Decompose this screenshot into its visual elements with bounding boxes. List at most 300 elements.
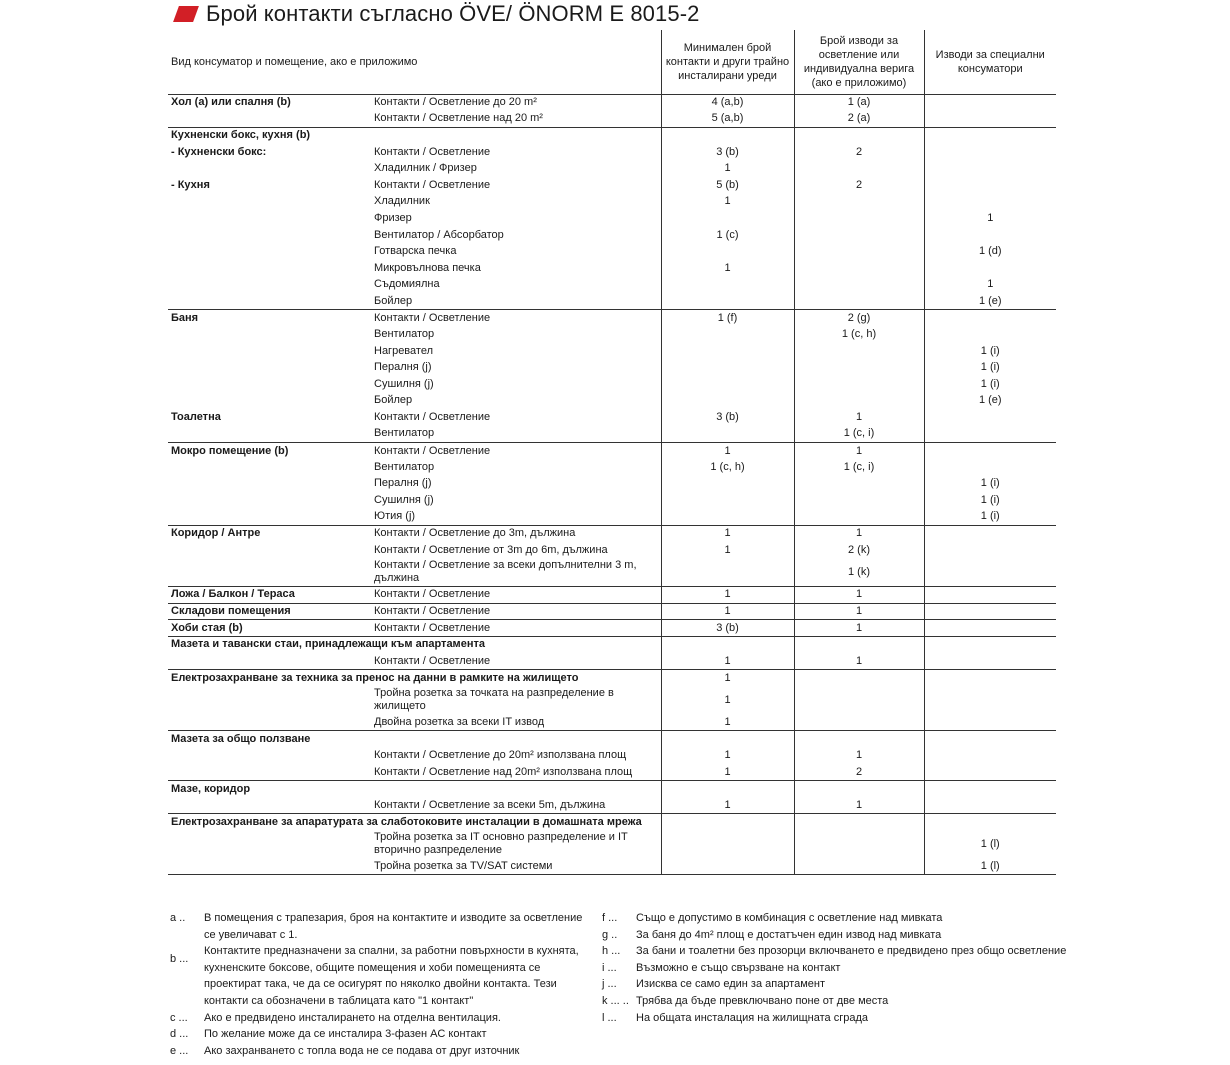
- room-cell: [168, 686, 371, 714]
- special-cell: [924, 714, 1056, 731]
- footnote: [602, 910, 1082, 927]
- room-cell: [168, 559, 371, 587]
- min-cell: [661, 830, 794, 858]
- min-cell: 1: [661, 260, 794, 277]
- table-row: [168, 492, 1056, 509]
- table-row: [168, 653, 1056, 670]
- red-parallelogram-icon: [173, 6, 199, 22]
- room-cell: Електрозахранване за апаратурата за слаботоковите инсталации в домашната мрежа: [171, 815, 642, 828]
- light-cell: 1: [794, 525, 924, 542]
- footnote-key: l ...: [602, 1011, 617, 1024]
- header-special-consumers: Изводи за специални консуматори: [924, 30, 1056, 94]
- light-cell: 2 (a): [794, 111, 924, 128]
- special-cell: 1 (d): [924, 243, 1056, 260]
- table-row: [168, 670, 1056, 687]
- light-cell: 2 (k): [794, 542, 924, 559]
- special-cell: [924, 260, 1056, 277]
- special-cell: [924, 459, 1056, 476]
- header-lighting-outlets: Брой изводи за осветление или индивидуална верига (ако е приложимо): [794, 30, 924, 94]
- room-cell: [168, 714, 371, 731]
- item-cell: Бойлер: [374, 394, 413, 407]
- special-cell: 1: [924, 277, 1056, 294]
- item-cell: Готварска печка: [374, 245, 457, 258]
- light-cell: [794, 814, 924, 831]
- room-cell: Електрозахранване за техника за пренос на данни в рамките на жилището: [171, 671, 579, 684]
- special-cell: [924, 127, 1056, 144]
- item-cell: Контакти / Осветление над 20m² използвана площ: [371, 764, 661, 781]
- footnote: [602, 927, 1082, 944]
- special-cell: 1 (l): [924, 858, 1056, 875]
- special-cell: 1 (i): [924, 509, 1056, 526]
- min-cell: 1: [661, 686, 794, 714]
- room-cell: [168, 797, 371, 814]
- light-cell: 1 (c, h): [794, 326, 924, 343]
- light-cell: 1: [794, 797, 924, 814]
- special-cell: 1 (e): [924, 393, 1056, 410]
- footnote-key: e ...: [170, 1044, 189, 1057]
- special-cell: [924, 94, 1056, 111]
- footnote-text: Контактите предназначени за спални, за работни повърхности в кухнята, кухненските боксове, общите помещения и хоби помещенията се проектират така, че да се осигурят по няколко двойни контакта. Тези контакти са обозначени в таблицата като "1 контакт": [204, 945, 579, 1007]
- special-cell: 1 (l): [924, 830, 1056, 858]
- special-cell: 1 (i): [924, 360, 1056, 377]
- min-cell: [661, 360, 794, 377]
- min-cell: 5 (a,b): [661, 111, 794, 128]
- light-cell: 1: [794, 653, 924, 670]
- footnote: [602, 943, 1082, 960]
- footnote: [170, 943, 590, 1009]
- light-cell: 2: [794, 764, 924, 781]
- room-cell: [168, 227, 371, 244]
- light-cell: 1 (c, i): [794, 459, 924, 476]
- footnote-text: На общата инсталация на жилищната сграда: [636, 1011, 868, 1024]
- item-cell: Контакти / Осветление: [371, 653, 661, 670]
- table-row: [168, 858, 1056, 875]
- item-cell: Контакти / Осветление до 3m, дължина: [374, 527, 576, 540]
- table-row: [168, 177, 1056, 194]
- item-cell: Контакти / Осветление за всеки допълнителни 3 m, дължина: [371, 559, 661, 587]
- room-cell: [168, 764, 371, 781]
- footnote-key: g ..: [602, 928, 618, 941]
- item-cell: Микровълнова печка: [374, 261, 481, 274]
- room-cell: [168, 360, 371, 377]
- table-row: [168, 620, 1056, 637]
- footnote-text: Изисква се само един за апартамент: [636, 978, 826, 991]
- item-cell: Сушилня (j): [374, 494, 434, 507]
- min-cell: [661, 376, 794, 393]
- light-cell: [794, 260, 924, 277]
- item-cell: [371, 127, 661, 144]
- light-cell: [794, 714, 924, 731]
- min-cell: [661, 814, 794, 831]
- room-cell: [168, 376, 371, 393]
- footnote-key: d ...: [170, 1028, 189, 1041]
- footnote-text: В помещения с трапезария, броя на контактите и изводите за осветление се увеличават с 1.: [204, 912, 583, 941]
- room-cell: Мокро помещение (b): [171, 444, 289, 457]
- light-cell: 1: [794, 587, 924, 604]
- room-cell: Хоби стая (b): [168, 620, 371, 637]
- special-cell: 1 (i): [924, 492, 1056, 509]
- light-cell: [794, 830, 924, 858]
- min-cell: [661, 326, 794, 343]
- special-cell: [924, 620, 1056, 637]
- light-cell: [794, 781, 924, 798]
- light-cell: [794, 670, 924, 687]
- min-cell: [661, 393, 794, 410]
- item-cell: Контакти / Осветление: [374, 311, 491, 324]
- min-cell: 1: [661, 603, 794, 620]
- light-cell: 1 (c, i): [794, 426, 924, 443]
- table-row: [168, 376, 1056, 393]
- min-cell: [661, 492, 794, 509]
- item-cell: Вентилатор: [374, 328, 435, 341]
- footnote-text: Трябва да бъде превключвано поне от две места: [636, 994, 889, 1007]
- light-cell: [794, 194, 924, 211]
- special-cell: [924, 111, 1056, 128]
- special-cell: [924, 797, 1056, 814]
- item-cell: Контакти / Осветление: [374, 145, 491, 158]
- room-cell: Ложа / Балкон / Тераса: [168, 587, 371, 604]
- item-cell: Вентилатор: [374, 460, 435, 473]
- room-cell: [168, 111, 371, 128]
- special-cell: [924, 542, 1056, 559]
- light-cell: [794, 731, 924, 748]
- footnote: [602, 1010, 1082, 1027]
- min-cell: 1: [661, 542, 794, 559]
- footnote-key: f ...: [602, 912, 618, 924]
- footnote-key: c ...: [170, 1011, 188, 1024]
- room-cell: Мазе, коридор: [171, 782, 251, 795]
- item-cell: Контакти / Осветление: [371, 603, 661, 620]
- footnote-key: h ...: [602, 945, 621, 958]
- item-cell: Пералня (j): [374, 477, 432, 490]
- min-cell: 1 (c, h): [661, 459, 794, 476]
- room-cell: [168, 160, 371, 177]
- footnote-key: b ...: [170, 953, 189, 966]
- table-row: [168, 160, 1056, 177]
- footnote-text: По желание може да се инсталира 3-фазен AC контакт: [204, 1028, 487, 1041]
- special-cell: [924, 177, 1056, 194]
- room-cell: [168, 747, 371, 764]
- min-cell: [661, 476, 794, 493]
- item-cell: Нагревател: [374, 344, 433, 357]
- min-cell: [661, 293, 794, 310]
- light-cell: [794, 509, 924, 526]
- table-row: [168, 747, 1056, 764]
- table-row: [168, 260, 1056, 277]
- special-cell: [924, 160, 1056, 177]
- special-cell: [924, 310, 1056, 327]
- footnote: [602, 976, 1082, 993]
- item-cell: Хладилник: [374, 195, 430, 208]
- room-cell: [168, 542, 371, 559]
- min-cell: 1 (c): [661, 227, 794, 244]
- special-cell: [924, 686, 1056, 714]
- min-cell: [661, 426, 794, 443]
- item-cell: Вентилатор: [371, 426, 661, 443]
- table-row: [168, 714, 1056, 731]
- light-cell: [794, 127, 924, 144]
- item-cell: Бойлер: [371, 293, 661, 310]
- table-row: [168, 227, 1056, 244]
- special-cell: [924, 670, 1056, 687]
- special-cell: [924, 781, 1056, 798]
- room-cell: - Кухня: [171, 178, 210, 191]
- light-cell: 1 (a): [794, 94, 924, 111]
- table-row: [168, 542, 1056, 559]
- light-cell: 2: [794, 177, 924, 194]
- special-cell: [924, 409, 1056, 426]
- min-cell: 1: [661, 747, 794, 764]
- light-cell: 1: [794, 747, 924, 764]
- room-cell: [168, 260, 371, 277]
- light-cell: [794, 227, 924, 244]
- item-cell: Тройна розетка за точката на разпределение в жилището: [374, 687, 614, 713]
- special-cell: [924, 326, 1056, 343]
- item-cell: Хладилник / Фризер: [374, 162, 477, 175]
- light-cell: [794, 686, 924, 714]
- light-cell: [794, 293, 924, 310]
- light-cell: 2: [794, 144, 924, 161]
- special-cell: [924, 194, 1056, 211]
- special-cell: [924, 636, 1056, 653]
- notes-left: [170, 910, 590, 1059]
- special-cell: [924, 227, 1056, 244]
- item-cell: Контакти / Осветление: [374, 444, 491, 457]
- footnote: [602, 960, 1082, 977]
- table-row: [168, 111, 1056, 128]
- table-header: [168, 30, 1056, 94]
- min-cell: [661, 243, 794, 260]
- special-cell: [924, 764, 1056, 781]
- room-cell: [168, 277, 371, 294]
- min-cell: [661, 781, 794, 798]
- special-cell: [924, 426, 1056, 443]
- table-row: [168, 210, 1056, 227]
- special-cell: [924, 144, 1056, 161]
- light-cell: [794, 476, 924, 493]
- min-cell: [661, 277, 794, 294]
- min-cell: 1: [661, 194, 794, 211]
- min-cell: [661, 559, 794, 587]
- min-cell: [661, 210, 794, 227]
- table-row: [168, 509, 1056, 526]
- table-row: [168, 94, 1056, 111]
- special-cell: 1: [924, 210, 1056, 227]
- item-cell: Фризер: [374, 211, 412, 224]
- special-cell: [924, 603, 1056, 620]
- special-cell: [924, 731, 1056, 748]
- table-row: [168, 360, 1056, 377]
- room-cell: [168, 393, 371, 410]
- table-row: [168, 194, 1056, 211]
- room-cell: Тоалетна: [171, 411, 221, 424]
- item-cell: Контакти / Осветление: [374, 178, 491, 191]
- light-cell: 1 (k): [794, 559, 924, 587]
- special-cell: [924, 747, 1056, 764]
- table-row: [168, 426, 1056, 443]
- room-cell: [168, 243, 371, 260]
- title-text: Брой контакти съгласно ÖVE/ ÖNORM E 8015-2: [206, 1, 700, 26]
- item-cell: Контакти / Осветление над 20 m²: [371, 111, 661, 128]
- item-cell: Контакти / Осветление до 20m² използвана площ: [374, 749, 627, 762]
- min-cell: [661, 343, 794, 360]
- light-cell: [794, 210, 924, 227]
- footnote-text: За бани и тоалетни без прозорци включването е предвидено през общо осветление: [636, 945, 1067, 958]
- room-cell: [168, 293, 371, 310]
- light-cell: [794, 636, 924, 653]
- min-cell: 1: [661, 797, 794, 814]
- special-cell: [924, 814, 1056, 831]
- light-cell: [794, 160, 924, 177]
- table-row: [168, 830, 1056, 858]
- min-cell: 3 (b): [661, 144, 794, 161]
- table-row: [168, 144, 1056, 161]
- item-cell: Контакти / Осветление от 3m до 6m, дължина: [374, 543, 608, 556]
- room-cell: [168, 194, 371, 211]
- light-cell: 1: [794, 409, 924, 426]
- footnote-text: Възможно е също свързване на контакт: [636, 961, 841, 974]
- light-cell: [794, 277, 924, 294]
- table-row: [168, 442, 1056, 459]
- table-row: [168, 731, 1056, 748]
- footnote-text: Ако захранването с топла вода не се подава от друг източник: [204, 1044, 520, 1057]
- page-title: [172, 0, 699, 28]
- special-cell: [924, 525, 1056, 542]
- table-row: [168, 326, 1056, 343]
- room-cell: Мазета за общо ползване: [171, 732, 311, 745]
- item-cell: Двойна розетка за всеки IT извод: [371, 714, 661, 731]
- footnote: [170, 1043, 590, 1060]
- table-row: [168, 127, 1056, 144]
- special-cell: 1 (i): [924, 376, 1056, 393]
- special-cell: 1 (i): [924, 343, 1056, 360]
- room-cell: [168, 459, 371, 476]
- light-cell: [794, 492, 924, 509]
- item-cell: Сушилня (j): [374, 377, 434, 390]
- light-cell: [794, 243, 924, 260]
- table-row: [168, 409, 1056, 426]
- room-cell: - Кухненски бокс:: [171, 145, 267, 158]
- footnote-text: За баня до 4m² площ е достатъчен един извод над мивката: [636, 928, 942, 941]
- min-cell: [661, 636, 794, 653]
- footnote: [170, 1010, 590, 1027]
- footnote-key: i ...: [602, 961, 617, 974]
- special-cell: [924, 442, 1056, 459]
- min-cell: 4 (a,b): [661, 94, 794, 111]
- min-cell: [661, 509, 794, 526]
- light-cell: 1: [794, 603, 924, 620]
- min-cell: 1 (f): [661, 310, 794, 327]
- header-consumer-type: Вид консуматор и помещение, ако е приложимо: [168, 30, 661, 94]
- footnote-key: k ... ..: [602, 994, 629, 1007]
- table-row: [168, 525, 1056, 542]
- room-cell: Кухненски бокс, кухня (b): [171, 129, 311, 142]
- min-cell: [661, 127, 794, 144]
- table-row: [168, 686, 1056, 714]
- table-row: [168, 343, 1056, 360]
- notes-right: [602, 910, 1082, 1026]
- special-cell: [924, 559, 1056, 587]
- footnote-text: Ако е предвидено инсталирането на отделна вентилация.: [204, 1011, 501, 1024]
- room-cell: Хол (а) или спалня (b): [171, 96, 291, 109]
- table-row: [168, 459, 1056, 476]
- room-cell: [168, 326, 371, 343]
- min-cell: 3 (b): [661, 409, 794, 426]
- footnote: [602, 993, 1082, 1010]
- min-cell: [661, 731, 794, 748]
- room-cell: [168, 343, 371, 360]
- item-cell: Пералня (j): [374, 361, 432, 374]
- room-cell: Баня: [171, 311, 199, 324]
- room-cell: Коридор / Антре: [171, 527, 261, 540]
- item-cell: Контакти / Осветление: [374, 411, 491, 424]
- table-row: [168, 243, 1056, 260]
- room-cell: [168, 476, 371, 493]
- min-cell: 5 (b): [661, 177, 794, 194]
- light-cell: 1: [794, 442, 924, 459]
- room-cell: Складови помещения: [168, 603, 371, 620]
- table-row: [168, 636, 1056, 653]
- item-cell: Тройна розетка за IT основно разпределение и IT вторично разпределение: [374, 831, 628, 857]
- table-row: [168, 603, 1056, 620]
- light-cell: [794, 393, 924, 410]
- item-cell: Вентилатор / Абсорбатор: [374, 228, 504, 241]
- table-row: [168, 781, 1056, 798]
- item-cell: Контакти / Осветление: [371, 620, 661, 637]
- light-cell: 1: [794, 620, 924, 637]
- table-row: [168, 587, 1056, 604]
- room-cell: [168, 509, 371, 526]
- special-cell: 1 (i): [924, 476, 1056, 493]
- min-cell: [661, 858, 794, 875]
- table-row: [168, 310, 1056, 327]
- room-cell: [168, 492, 371, 509]
- min-cell: 1: [661, 160, 794, 177]
- header-min-sockets: Минимален брой контакти и други трайно инсталирани уреди: [661, 30, 794, 94]
- table-row: [168, 476, 1056, 493]
- light-cell: [794, 343, 924, 360]
- item-cell: Тройна розетка за TV/SAT системи: [371, 858, 661, 875]
- item-cell: Контакти / Осветление: [371, 587, 661, 604]
- table-row: [168, 293, 1056, 310]
- room-cell: [168, 210, 371, 227]
- footnote: [170, 1026, 590, 1043]
- footnote-text: Също е допустимо в комбинация с осветление над мивката: [636, 912, 943, 924]
- special-cell: 1 (e): [924, 293, 1056, 310]
- room-cell: Мазета и тавански стаи, принадлежащи към апартамента: [171, 638, 485, 651]
- min-cell: 3 (b): [661, 620, 794, 637]
- table-row: [168, 764, 1056, 781]
- min-cell: 1: [661, 587, 794, 604]
- table-row: [168, 277, 1056, 294]
- room-cell: [168, 653, 371, 670]
- footnote-key: j ...: [602, 978, 617, 991]
- light-cell: [794, 360, 924, 377]
- table-row: [168, 393, 1056, 410]
- room-cell: [168, 830, 371, 858]
- special-cell: [924, 653, 1056, 670]
- item-cell: Контакти / Осветление до 20 m²: [374, 96, 537, 109]
- item-cell: Ютия (j): [371, 509, 661, 526]
- item-cell: Съдомиялна: [374, 278, 440, 291]
- special-cell: [924, 587, 1056, 604]
- footnote: [170, 910, 590, 943]
- sockets-table: [168, 30, 1056, 875]
- item-cell: Контакти / Осветление за всеки 5m, дължина: [371, 797, 661, 814]
- min-cell: 1: [661, 653, 794, 670]
- table-row: [168, 797, 1056, 814]
- min-cell: 1: [661, 442, 794, 459]
